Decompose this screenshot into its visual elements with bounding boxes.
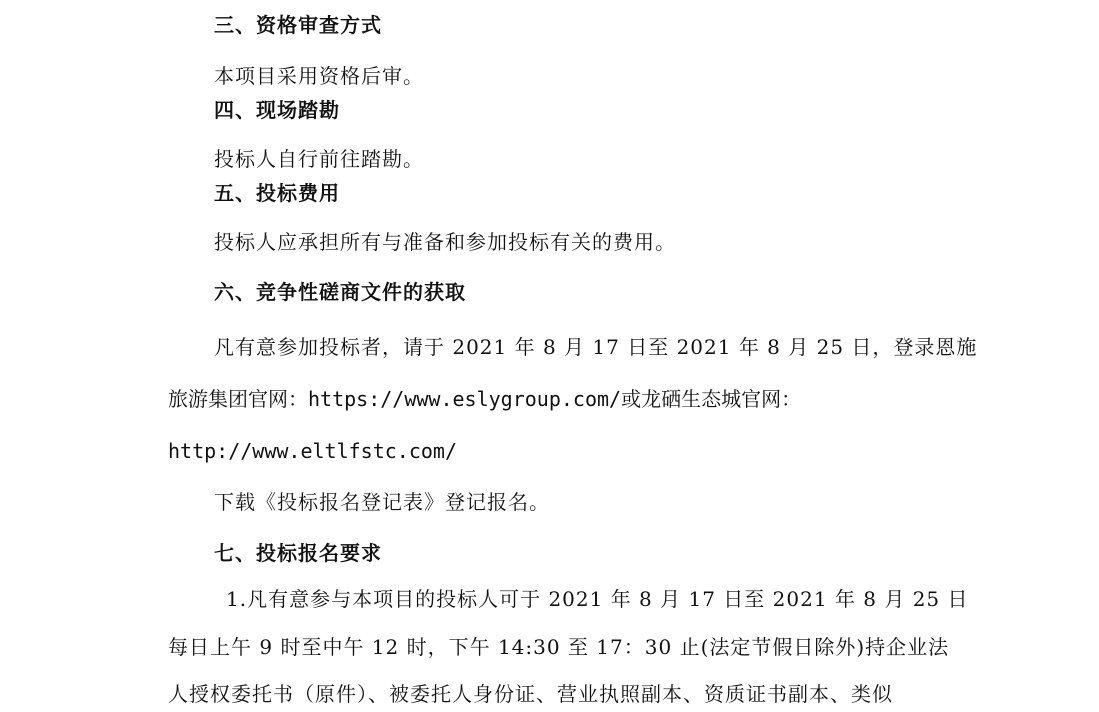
section-heading-documents: 六、竞争性磋商文件的获取 [214, 280, 466, 304]
registration-paragraph-line-3: 人授权委托书（原件）、被委托人身份证、营业执照副本、资质证书副本、类似 [168, 682, 893, 706]
documents-paragraph-line-3: http://www.eltlfstc.com/ [168, 439, 457, 463]
documents-paragraph-line-2: 旅游集团官网：https://www.eslygroup.com/或龙硒生态城官网： [168, 387, 802, 411]
section-text-qualification: 本项目采用资格后审。 [214, 64, 424, 88]
section-text-fees: 投标人应承担所有与准备和参加投标有关的费用。 [214, 230, 676, 254]
section-heading-qualification: 三、资格审查方式 [214, 13, 382, 37]
registration-paragraph-line-1: 1.凡有意参与本项目的投标人可于 2021 年 8 月 17 日至 2021 年 8 月 25 日 [226, 587, 969, 611]
section-heading-site-visit: 四、现场踏勘 [214, 98, 340, 122]
documents-paragraph-line-1: 凡有意参加投标者，请于 2021 年 8 月 17 日至 2021 年 8 月 25 日，登录恩施 [214, 335, 978, 359]
section-heading-fees: 五、投标费用 [214, 181, 340, 205]
section-heading-registration: 七、投标报名要求 [214, 541, 382, 565]
documents-paragraph-2: 下载《投标报名登记表》登记报名。 [214, 490, 550, 514]
section-text-site-visit: 投标人自行前往踏勘。 [214, 147, 424, 171]
registration-paragraph-line-2: 每日上午 9 时至中午 12 时，下午 14:30 至 17：30 止(法定节假日除外)持企业法 [168, 635, 950, 659]
